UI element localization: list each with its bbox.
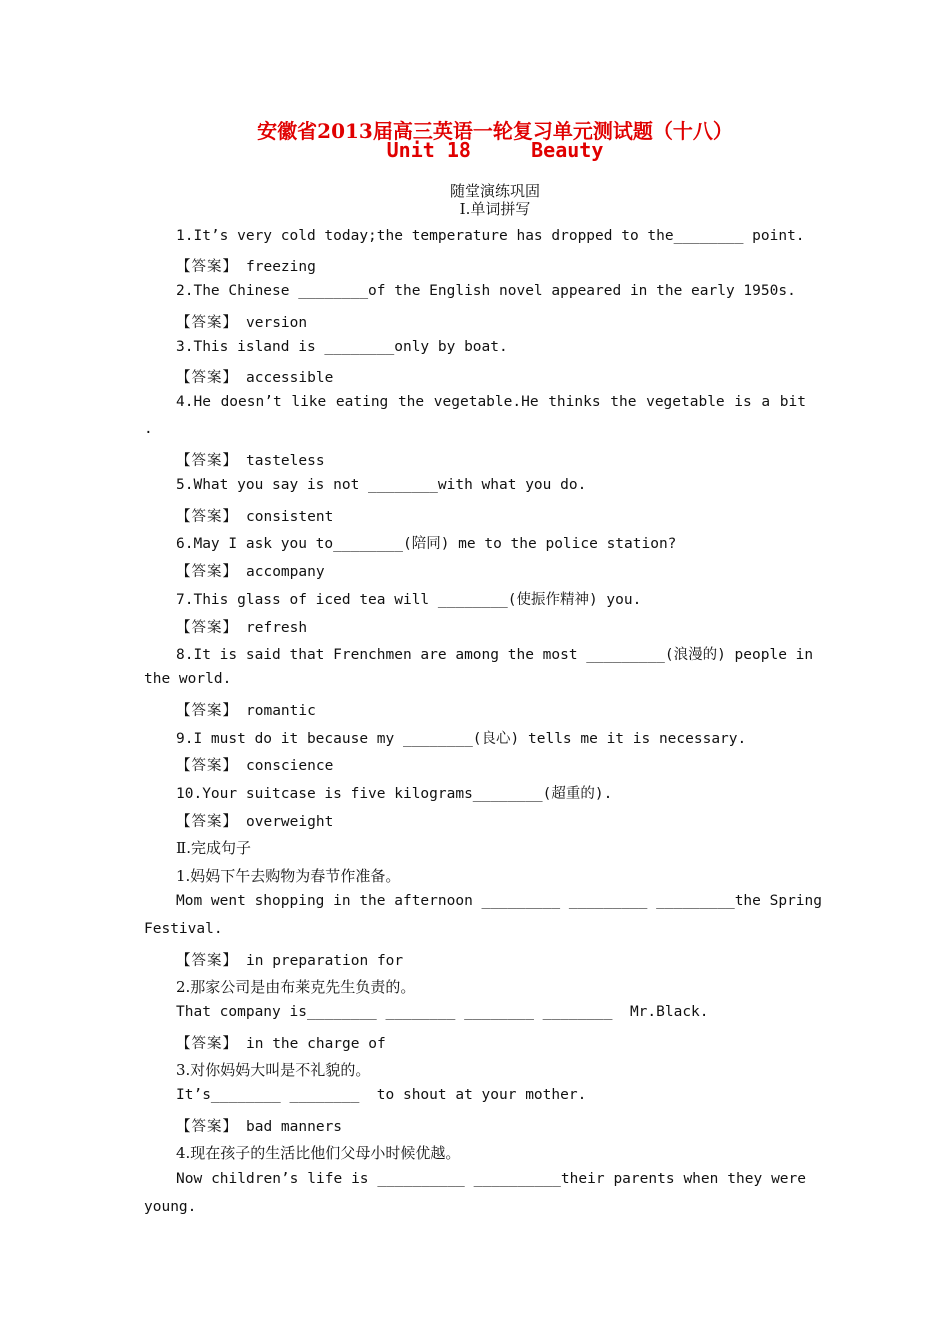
answer <box>176 699 316 720</box>
answer-label: 【答案】 <box>176 509 238 525</box>
answer <box>176 449 325 470</box>
question: 10.Your suitcase is five kilograms________(超重的). <box>176 786 613 802</box>
answer <box>176 1032 386 1053</box>
question: 5.What you say is not ________with what you do. <box>176 477 587 493</box>
question-continued: the world. <box>144 671 232 687</box>
part1-heading: Ⅰ.单词拼写 <box>459 200 531 218</box>
answer-label: 【答案】 <box>176 370 238 386</box>
question: 6.May I ask you to________(陪同) me to the police station? <box>176 536 677 552</box>
answer <box>176 560 325 581</box>
answer <box>176 311 307 332</box>
answer <box>176 1115 342 1136</box>
answer-label: 【答案】 <box>176 564 238 580</box>
question-continued: . <box>144 421 153 437</box>
question: 8.It is said that Frenchmen are among the most _________(浪漫的) people in <box>176 647 814 663</box>
answer-label: 【答案】 <box>176 1119 238 1135</box>
question-continued: young. <box>144 1199 197 1215</box>
chinese-prompt: 1.妈妈下午去购物为春节作准备。 <box>176 867 401 885</box>
question: 2.The Chinese ________of the English novel appeared in the early 1950s. <box>176 283 796 299</box>
answer-label: 【答案】 <box>176 259 238 275</box>
answer-value: in the charge of <box>246 1036 386 1052</box>
answer-label: 【答案】 <box>176 453 238 469</box>
answer-value: conscience <box>246 758 334 774</box>
part2-heading: Ⅱ.完成句子 <box>176 839 251 857</box>
section-heading: 随堂演练巩固 <box>449 182 540 200</box>
answer-label: 【答案】 <box>176 1036 238 1052</box>
question: 3.This island is ________only by boat. <box>176 339 508 355</box>
question: 7.This glass of iced tea will ________(使振作精神) you. <box>176 592 642 608</box>
answer-label: 【答案】 <box>176 814 238 830</box>
question: 1.It’s very cold today;the temperature has dropped to the________ point. <box>176 228 805 244</box>
answer <box>176 616 307 637</box>
answer-label: 【答案】 <box>176 758 238 774</box>
question: 4.He doesn’t like eating the vegetable.He thinks the vegetable is a bit <box>176 394 806 410</box>
unit-title: Unit 18 Beauty <box>386 138 604 162</box>
chinese-prompt: 2.那家公司是由布莱克先生负责的。 <box>176 978 416 996</box>
answer-value: accompany <box>246 564 325 580</box>
answer-value: tasteless <box>246 453 325 469</box>
answer <box>176 505 333 526</box>
question-continued: Festival. <box>144 921 223 937</box>
question: Mom went shopping in the afternoon _________ _________ _________the Spring <box>176 893 823 909</box>
answer <box>176 810 333 831</box>
answer-value: freezing <box>246 259 316 275</box>
chinese-prompt: 3.对你妈妈大叫是不礼貌的。 <box>176 1061 371 1079</box>
answer <box>176 255 316 276</box>
question: That company is________ ________ ________ ________ Mr.Black. <box>176 1004 709 1020</box>
answer <box>176 949 403 970</box>
question: Now children’s life is __________ __________their parents when they were <box>176 1171 806 1187</box>
answer-label: 【答案】 <box>176 703 238 719</box>
answer-value: version <box>246 315 308 331</box>
answer <box>176 754 333 775</box>
answer-value: romantic <box>246 703 316 719</box>
document-title: 安徽省2013届高三英语一轮复习单元测试题（十八） <box>257 119 733 143</box>
question: 9.I must do it because my ________(良心) tells me it is necessary. <box>176 731 747 747</box>
answer-label: 【答案】 <box>176 953 238 969</box>
answer <box>176 366 333 387</box>
answer-value: bad manners <box>246 1119 343 1135</box>
answer-value: refresh <box>246 620 308 636</box>
answer-value: accessible <box>246 370 334 386</box>
answer-label: 【答案】 <box>176 620 238 636</box>
answer-value: overweight <box>246 814 334 830</box>
chinese-prompt: 4.现在孩子的生活比他们父母小时候优越。 <box>176 1144 461 1162</box>
question: It’s________ ________ to shout at your mother. <box>176 1087 587 1103</box>
answer-value: consistent <box>246 509 334 525</box>
answer-label: 【答案】 <box>176 315 238 331</box>
answer-value: in preparation for <box>246 953 404 969</box>
